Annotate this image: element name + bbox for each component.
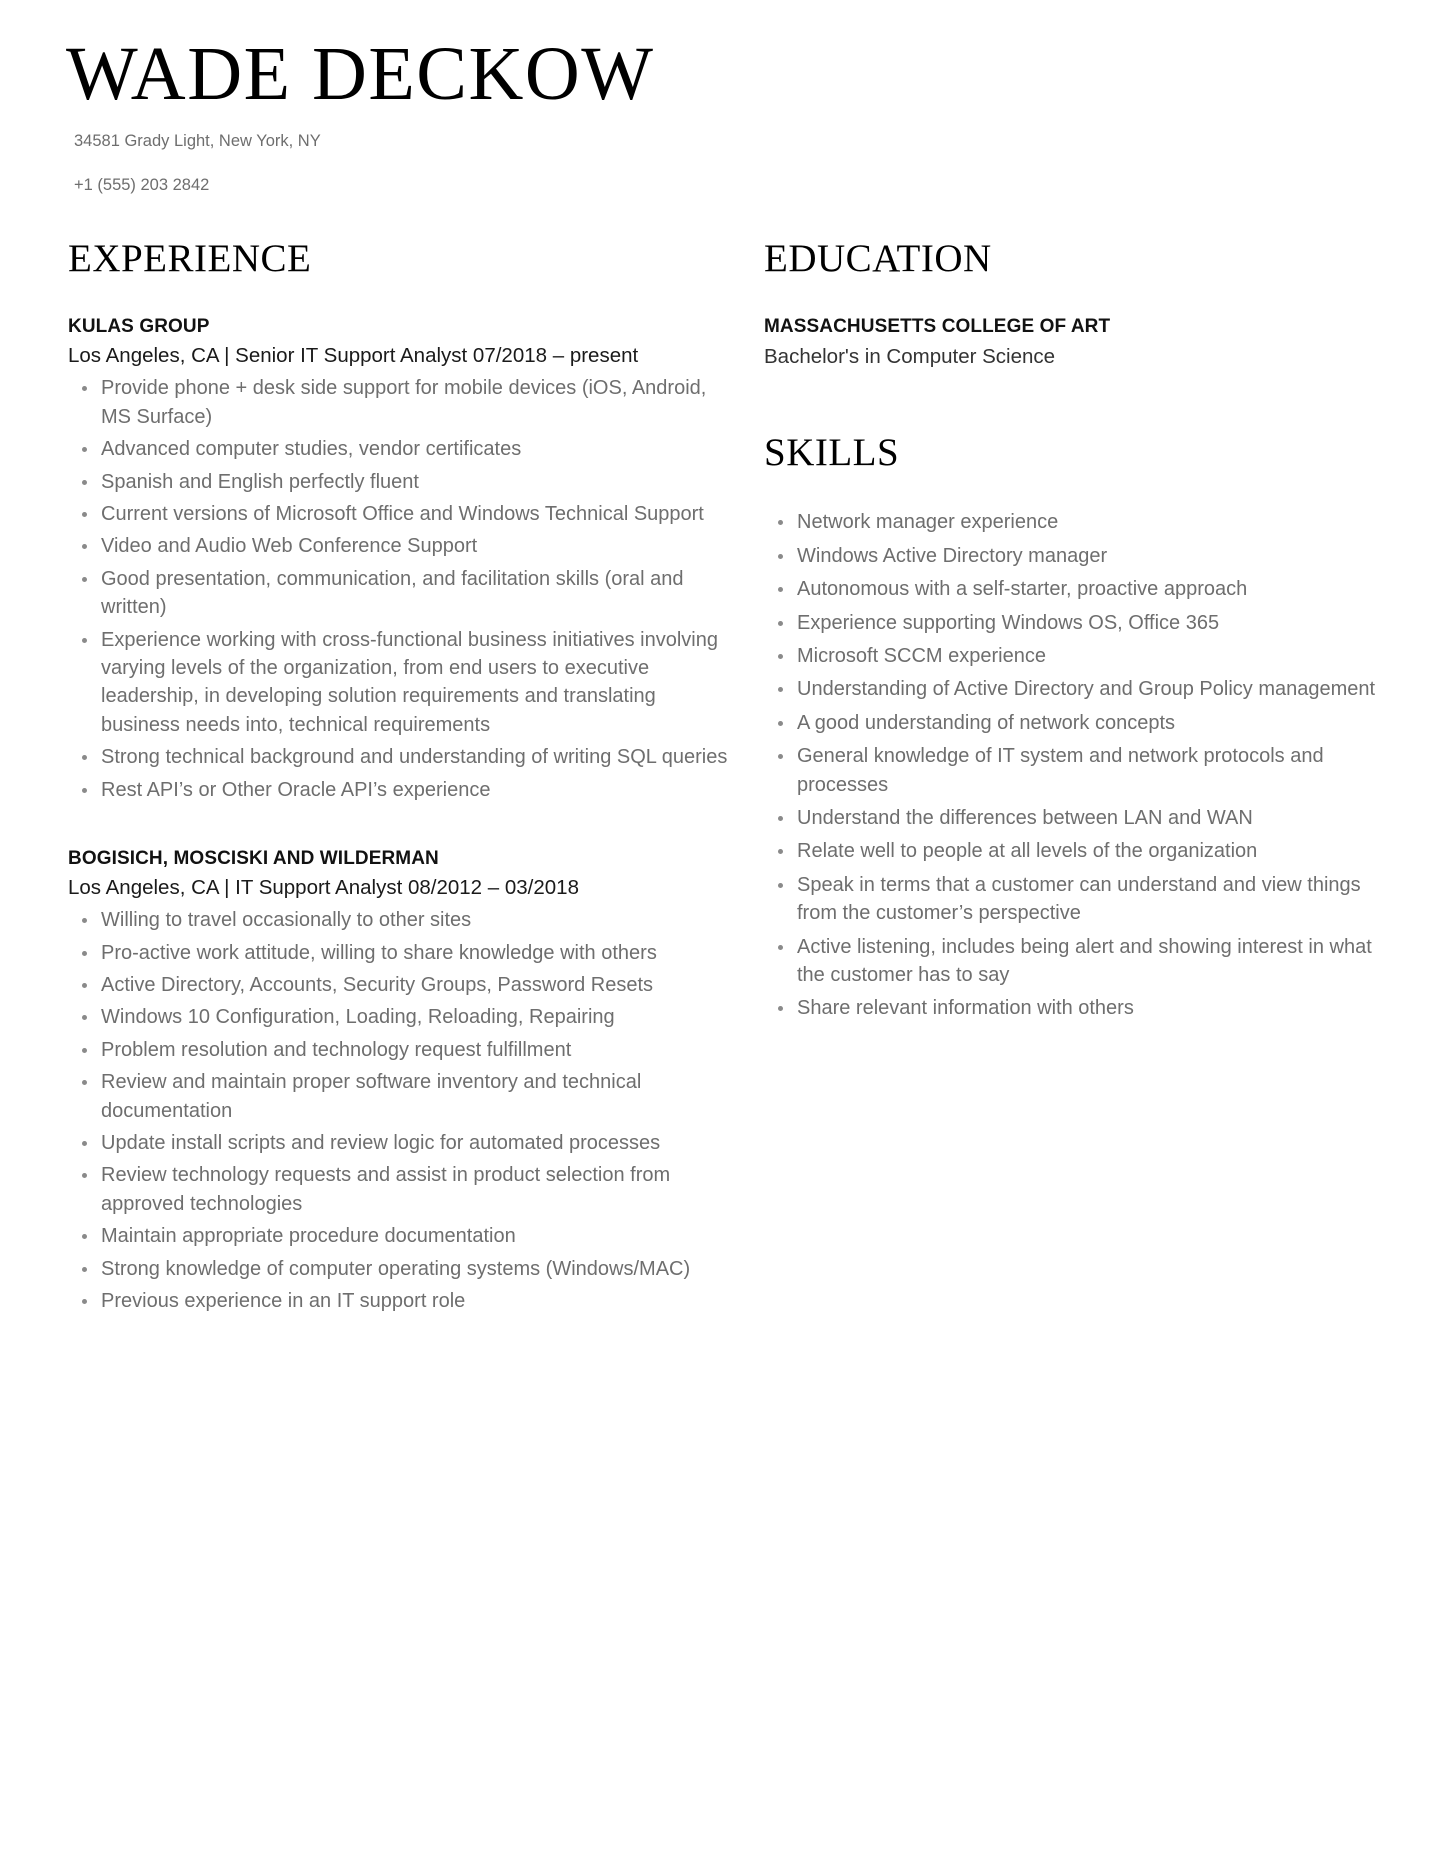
- column-gutter: [728, 239, 764, 1319]
- experience-meta: Los Angeles, CA | Senior IT Support Analyst 07/2018 – present: [68, 343, 639, 367]
- experience-bullets: [68, 374, 728, 803]
- list-item: Network manager experience: [764, 508, 1385, 536]
- contact-block: [66, 130, 1385, 197]
- list-item: Video and Audio Web Conference Support: [68, 532, 728, 560]
- education-degree: Bachelor's in Computer Science: [764, 344, 1056, 368]
- list-item: General knowledge of IT system and network protocols and processes: [764, 742, 1385, 799]
- list-item: Spanish and English perfectly fluent: [68, 468, 728, 496]
- section-title-education: EDUCATION: [764, 237, 992, 281]
- resume-header: [60, 32, 1385, 197]
- list-item: Willing to travel occasionally to other sites: [68, 906, 728, 934]
- list-item: Understand the differences between LAN and WAN: [764, 804, 1385, 832]
- list-item: Active Directory, Accounts, Security Groups, Password Resets: [68, 971, 728, 999]
- list-item: Rest API’s or Other Oracle API’s experience: [68, 776, 728, 804]
- education-entry: [764, 314, 1385, 371]
- right-column: [764, 239, 1385, 1319]
- list-item: Strong knowledge of computer operating systems (Windows/MAC): [68, 1255, 728, 1283]
- list-item: Review and maintain proper software inventory and technical documentation: [68, 1068, 728, 1125]
- list-item: Update install scripts and review logic for automated processes: [68, 1129, 728, 1157]
- contact-address: 34581 Grady Light, New York, NY: [74, 132, 321, 150]
- list-item: Microsoft SCCM experience: [764, 642, 1385, 670]
- experience-org: BOGISICH, MOSCISKI AND WILDERMAN: [68, 847, 439, 869]
- list-item: Speak in terms that a customer can understand and view things from the customer’s perspective: [764, 871, 1385, 928]
- list-item: Maintain appropriate procedure documentation: [68, 1222, 728, 1250]
- list-item: Windows Active Directory manager: [764, 542, 1385, 570]
- list-item: Windows 10 Configuration, Loading, Reloading, Repairing: [68, 1003, 728, 1031]
- experience-meta: Los Angeles, CA | IT Support Analyst 08/2012 – 03/2018: [68, 875, 579, 899]
- list-item: Good presentation, communication, and facilitation skills (oral and written): [68, 565, 728, 622]
- list-item: Share relevant information with others: [764, 994, 1385, 1022]
- list-item: Review technology requests and assist in product selection from approved technologies: [68, 1161, 728, 1218]
- skills-list: [764, 508, 1385, 1022]
- experience-org: KULAS GROUP: [68, 316, 210, 338]
- list-item: Experience supporting Windows OS, Office 365: [764, 609, 1385, 637]
- list-item: Advanced computer studies, vendor certificates: [68, 435, 728, 463]
- section-title-skills: SKILLS: [764, 431, 900, 475]
- list-item: Experience working with cross-functional business initiatives involving varying levels of the organization, from end users to executive leadership, in developing solution requirements and translating business needs into, technical requirements: [68, 626, 728, 740]
- section-title-experience: EXPERIENCE: [68, 237, 312, 281]
- left-column: [60, 239, 728, 1319]
- list-item: Provide phone + desk side support for mobile devices (iOS, Android, MS Surface): [68, 374, 728, 431]
- resume-columns: [60, 239, 1385, 1319]
- contact-phone: +1 (555) 203 2842: [74, 176, 210, 195]
- candidate-name: WADE DECKOW: [66, 32, 655, 116]
- list-item: Autonomous with a self-starter, proactive approach: [764, 575, 1385, 603]
- list-item: Previous experience in an IT support role: [68, 1287, 728, 1315]
- list-item: Active listening, includes being alert and showing interest in what the customer has to say: [764, 933, 1385, 990]
- experience-bullets: [68, 906, 728, 1315]
- list-item: Strong technical background and understanding of writing SQL queries: [68, 743, 728, 771]
- list-item: Problem resolution and technology request fulfillment: [68, 1036, 728, 1064]
- list-item: A good understanding of network concepts: [764, 709, 1385, 737]
- list-item: Current versions of Microsoft Office and Windows Technical Support: [68, 500, 728, 528]
- education-org: MASSACHUSETTS COLLEGE OF ART: [764, 316, 1111, 338]
- experience-entry: [68, 314, 728, 804]
- list-item: Relate well to people at all levels of the organization: [764, 837, 1385, 865]
- list-item: Understanding of Active Directory and Group Policy management: [764, 675, 1385, 703]
- list-item: Pro-active work attitude, willing to share knowledge with others: [68, 939, 728, 967]
- experience-entry: [68, 846, 728, 1315]
